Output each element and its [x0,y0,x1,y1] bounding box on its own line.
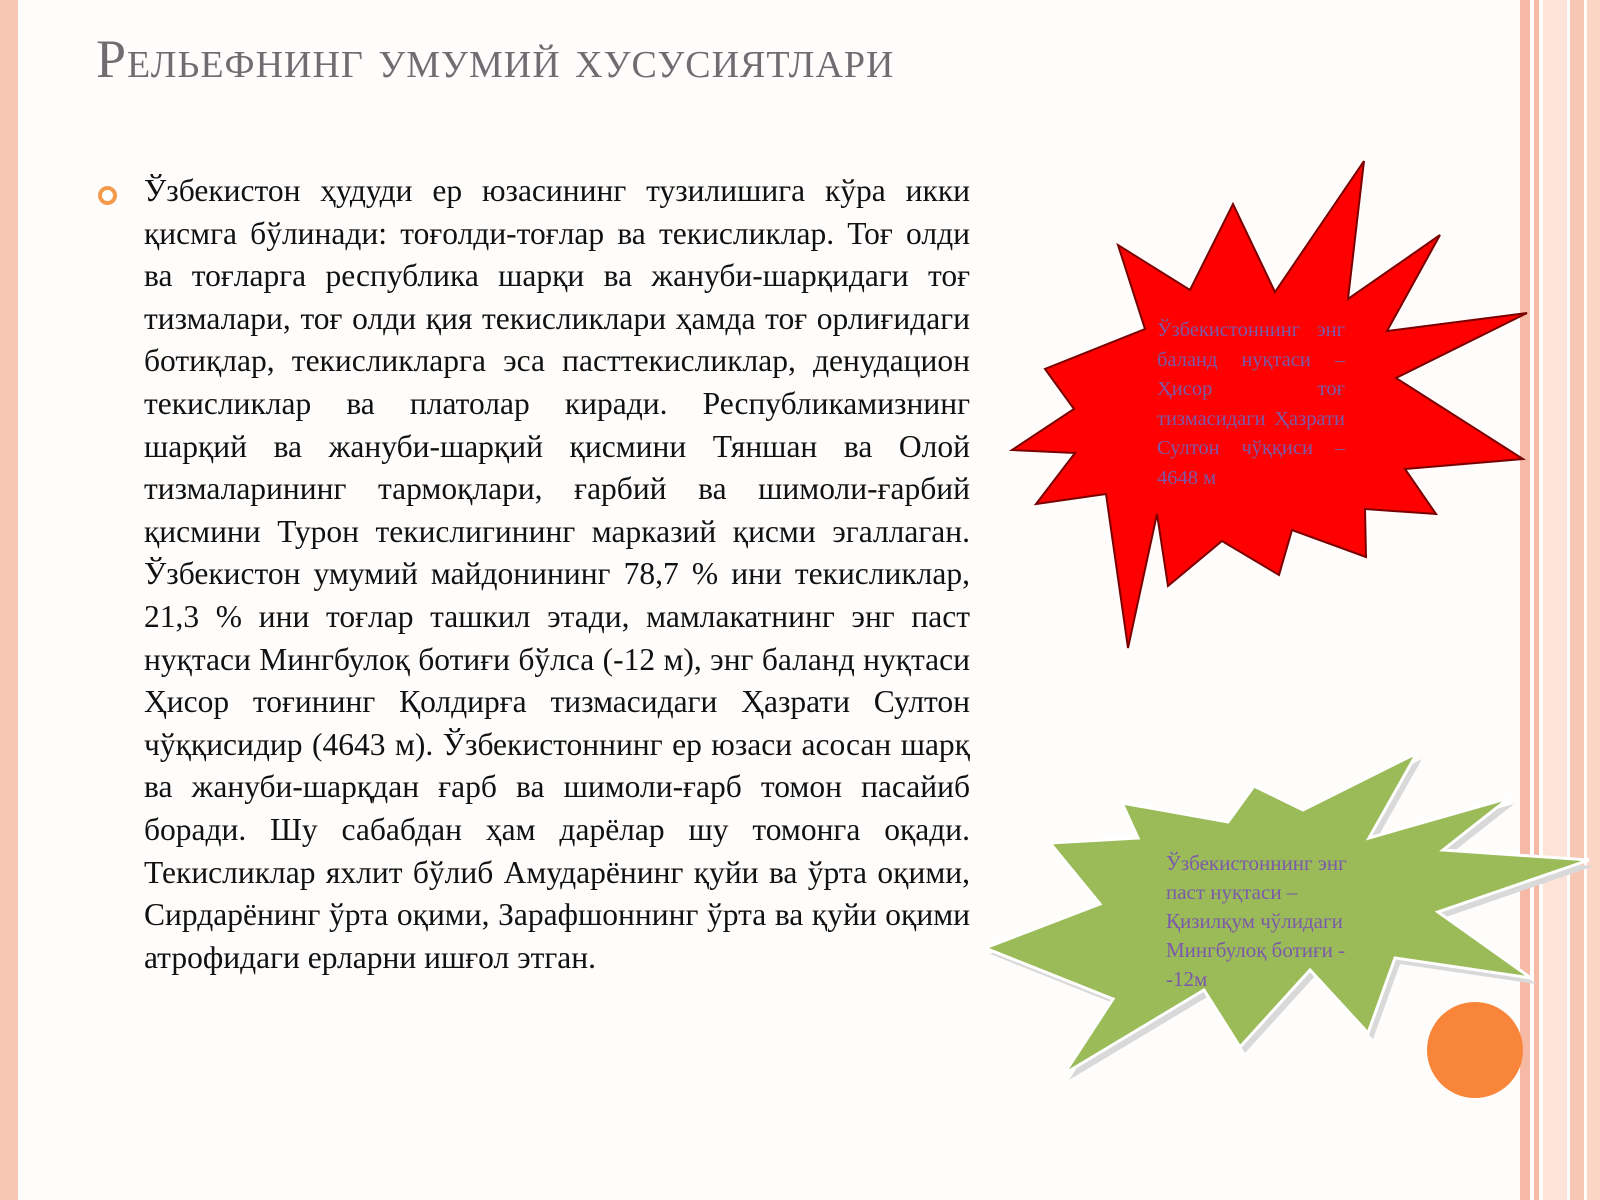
slide-title: Рельефнинг умумий хусусиятлари [96,29,895,89]
orange-circle [1427,1002,1523,1098]
red-callout-text: Ўзбекистоннинг энг баланд нуқтаси – Ҳисор тоғ тизмасидаги Ҳазрати Султон чўққиси – 4648 м [1157,319,1345,489]
green-callout-text: Ўзбекистоннинг энг паст нуқтаси – Қизилқум чўлидаги Мингбулоқ ботиғи - -12м [1166,851,1347,991]
body-paragraph: Ўзбекистон ҳудуди ер юзасининг тузилишига кўра икки қисмга бўлинади: тоғолди-тоғлар ва текисликлар. Тоғ олди ва тоғларга республика шарқи ва жануби-шарқидаги тоғ тизмалари, тоғ олди қия текисликлари ҳамда тоғ орлиғидаги ботиқлар, текисликларга эса пасттекисликлар, денудацион текисликлар ва платолар киради. Республикамизнинг шарқий ва жануби-шарқий қисмини Тяншан ва Олой тизмаларининг тармоқлари, ғарбий ва шимоли-ғарбий қисмини Турон текислигининг марказий қисми эгаллаган. Ўзбекистон умумий майдонининг 78,7 % ини текисликлар, 21,3 % ини тоғлар ташкил этади, мамлакатнинг энг паст нуқтаси Мингбулоқ ботиғи бўлса (-12 м), энг баланд нуқтаси Ҳисор тоғининг Қолдирға тизмасидаги Ҳазрати Султон чўққисидир (4643 м). Ўзбекистоннинг ер юзаси асосан шарқ ва жануби-шарқдан ғарб ва шимоли-ғарб томон пасайиб боради. Шу сабабдан ҳам дарёлар шу томонга оқади. Текисликлар яхлит бўлиб Амударёнинг қуйи ва ўрта оқими, Сирдарёнинг ўрта оқими, Зарафшоннинг ўрта ва қуйи оқими атрофидаги ерларни ишғол этган. [144,173,970,975]
